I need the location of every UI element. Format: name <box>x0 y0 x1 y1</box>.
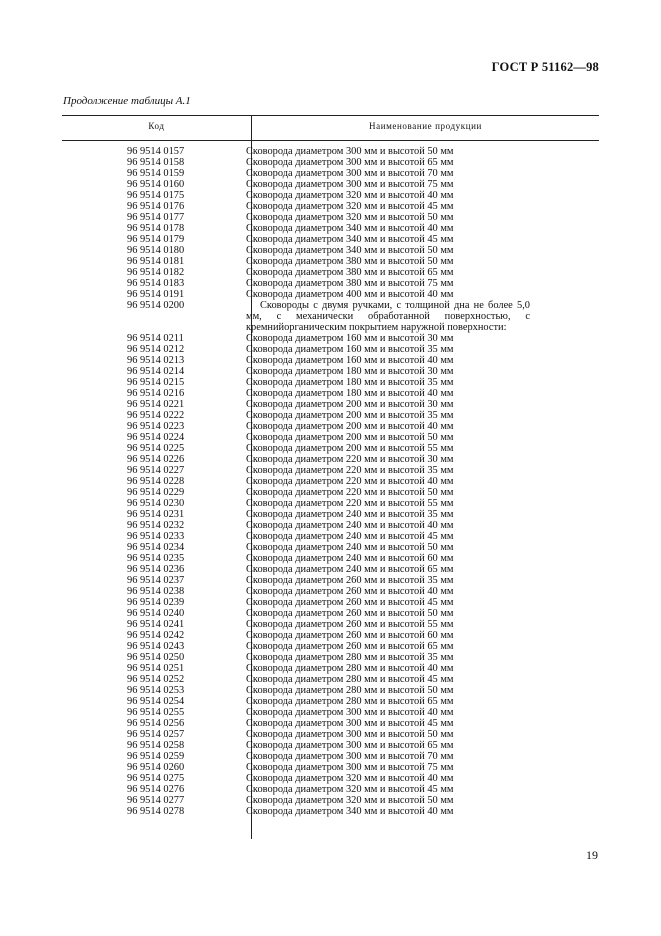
document-header: ГОСТ Р 51162—98 <box>491 60 599 74</box>
table-row <box>62 773 599 784</box>
product-name: Сковорода диаметром 200 мм и высотой 35 мм <box>246 410 454 421</box>
product-code: 96 9514 0238 <box>127 586 185 597</box>
product-name: Сковорода диаметром 240 мм и высотой 35 мм <box>246 509 454 520</box>
product-name: Сковорода диаметром 280 мм и высотой 65 мм <box>246 696 454 707</box>
product-code: 96 9514 0181 <box>127 256 185 267</box>
table-row <box>62 366 599 377</box>
product-name: Сковорода диаметром 320 мм и высотой 50 мм <box>246 212 454 223</box>
table-row <box>62 190 599 201</box>
product-code: 96 9514 0229 <box>127 487 185 498</box>
product-name: Сковорода диаметром 280 мм и высотой 40 мм <box>246 663 454 674</box>
table-row <box>62 608 599 619</box>
product-code: 96 9514 0211 <box>127 333 184 344</box>
table-row <box>62 201 599 212</box>
table-row <box>62 498 599 509</box>
product-name: Сковорода диаметром 300 мм и высотой 50 мм <box>246 146 454 157</box>
table-row <box>62 619 599 630</box>
product-code: 96 9514 0250 <box>127 652 185 663</box>
product-code: 96 9514 0176 <box>127 201 185 212</box>
table-row <box>62 212 599 223</box>
product-code: 96 9514 0223 <box>127 421 185 432</box>
table-row <box>62 443 599 454</box>
product-code: 96 9514 0233 <box>127 531 185 542</box>
product-code: 96 9514 0253 <box>127 685 185 696</box>
table-row <box>62 168 599 179</box>
product-name: Сковорода диаметром 300 мм и высотой 45 мм <box>246 718 454 729</box>
product-code: 96 9514 0275 <box>127 773 185 784</box>
product-name: Сковорода диаметром 220 мм и высотой 50 мм <box>246 487 454 498</box>
product-code: 96 9514 0237 <box>127 575 185 586</box>
table-row <box>62 795 599 806</box>
product-name: Сковорода диаметром 180 мм и высотой 35 мм <box>246 377 454 388</box>
product-name: Сковорода диаметром 260 мм и высотой 35 мм <box>246 575 454 586</box>
product-code: 96 9514 0278 <box>127 806 185 817</box>
table-row <box>62 333 599 344</box>
table-caption: Продолжение таблицы А.1 <box>63 95 191 107</box>
table-row <box>62 652 599 663</box>
product-name: Сковорода диаметром 400 мм и высотой 40 мм <box>246 289 454 300</box>
table-row <box>62 421 599 432</box>
table-row <box>62 487 599 498</box>
table-body <box>62 146 599 817</box>
product-name: Сковорода диаметром 320 мм и высотой 45 мм <box>246 201 454 212</box>
product-code: 96 9514 0258 <box>127 740 185 751</box>
product-name: Сковорода диаметром 300 мм и высотой 75 мм <box>246 762 454 773</box>
product-code: 96 9514 0241 <box>127 619 185 630</box>
product-code: 96 9514 0242 <box>127 630 185 641</box>
product-code: 96 9514 0251 <box>127 663 185 674</box>
table-row <box>62 806 599 817</box>
product-code: 96 9514 0226 <box>127 454 185 465</box>
product-name: Сковорода диаметром 240 мм и высотой 45 мм <box>246 531 454 542</box>
product-name: Сковорода диаметром 340 мм и высотой 45 мм <box>246 234 454 245</box>
table-row <box>62 157 599 168</box>
product-name: Сковорода диаметром 160 мм и высотой 35 мм <box>246 344 454 355</box>
product-name: Сковорода диаметром 320 мм и высотой 50 мм <box>246 795 454 806</box>
table-row <box>62 355 599 366</box>
column-header-code: Код <box>148 121 165 131</box>
product-code: 96 9514 0179 <box>127 234 185 245</box>
product-name: Сковорода диаметром 280 мм и высотой 35 мм <box>246 652 454 663</box>
table-row <box>62 630 599 641</box>
table-row <box>62 531 599 542</box>
table-row <box>62 476 599 487</box>
product-name: Сковорода диаметром 200 мм и высотой 50 мм <box>246 432 454 443</box>
table-row <box>62 740 599 751</box>
product-name: Сковорода диаметром 300 мм и высотой 70 мм <box>246 168 454 179</box>
product-name: Сковорода диаметром 300 мм и высотой 65 мм <box>246 157 454 168</box>
product-name: Сковорода диаметром 320 мм и высотой 45 мм <box>246 784 454 795</box>
product-code: 96 9514 0230 <box>127 498 185 509</box>
table-row <box>62 597 599 608</box>
table-row <box>62 234 599 245</box>
product-code: 96 9514 0256 <box>127 718 185 729</box>
product-code: 96 9514 0213 <box>127 355 185 366</box>
table-row <box>62 179 599 190</box>
table-top-rule <box>62 115 599 116</box>
table-row <box>62 454 599 465</box>
product-name: Сковорода диаметром 200 мм и высотой 30 мм <box>246 399 454 410</box>
product-name: Сковорода диаметром 280 мм и высотой 45 мм <box>246 674 454 685</box>
table-row <box>62 564 599 575</box>
product-code: 96 9514 0200 <box>127 300 185 311</box>
product-name: Сковорода диаметром 240 мм и высотой 40 мм <box>246 520 454 531</box>
product-name: Сковорода диаметром 380 мм и высотой 65 мм <box>246 267 454 278</box>
table-row <box>62 256 599 267</box>
table-row <box>62 223 599 234</box>
table-row <box>62 509 599 520</box>
product-code: 96 9514 0222 <box>127 410 185 421</box>
product-name: Сковорода диаметром 260 мм и высотой 45 мм <box>246 597 454 608</box>
product-code: 96 9514 0227 <box>127 465 185 476</box>
table-row <box>62 289 599 300</box>
product-code: 96 9514 0260 <box>127 762 185 773</box>
product-code: 96 9514 0216 <box>127 388 185 399</box>
product-name: Сковорода диаметром 240 мм и высотой 65 мм <box>246 564 454 575</box>
product-code: 96 9514 0160 <box>127 179 185 190</box>
product-name: Сковорода диаметром 240 мм и высотой 60 мм <box>246 553 454 564</box>
product-name: Сковорода диаметром 320 мм и высотой 40 мм <box>246 773 454 784</box>
product-name: Сковорода диаметром 260 мм и высотой 65 мм <box>246 641 454 652</box>
product-code: 96 9514 0183 <box>127 278 185 289</box>
product-code: 96 9514 0191 <box>127 289 185 300</box>
product-code: 96 9514 0157 <box>127 146 185 157</box>
product-code: 96 9514 0159 <box>127 168 185 179</box>
table-row <box>62 707 599 718</box>
product-code: 96 9514 0235 <box>127 553 185 564</box>
product-code: 96 9514 0257 <box>127 729 185 740</box>
product-code: 96 9514 0225 <box>127 443 185 454</box>
product-code: 96 9514 0276 <box>127 784 185 795</box>
product-code: 96 9514 0252 <box>127 674 185 685</box>
product-code: 96 9514 0221 <box>127 399 185 410</box>
product-code: 96 9514 0234 <box>127 542 185 553</box>
product-name: Сковорода диаметром 340 мм и высотой 40 мм <box>246 806 454 817</box>
product-name: Сковорода диаметром 200 мм и высотой 40 мм <box>246 421 454 432</box>
product-name: Сковорода диаметром 300 мм и высотой 65 мм <box>246 740 454 751</box>
table-row <box>62 465 599 476</box>
table-row <box>62 751 599 762</box>
product-name: Сковорода диаметром 300 мм и высотой 70 мм <box>246 751 454 762</box>
table-row <box>62 729 599 740</box>
table-row <box>62 762 599 773</box>
table-row <box>62 146 599 157</box>
table-row <box>62 542 599 553</box>
product-code: 96 9514 0239 <box>127 597 185 608</box>
product-name: Сковорода диаметром 220 мм и высотой 30 мм <box>246 454 454 465</box>
product-name: Сковорода диаметром 340 мм и высотой 50 мм <box>246 245 454 256</box>
table-row <box>62 388 599 399</box>
product-name: Сковорода диаметром 260 мм и высотой 40 мм <box>246 586 454 597</box>
product-name: Сковорода диаметром 260 мм и высотой 50 мм <box>246 608 454 619</box>
product-code: 96 9514 0243 <box>127 641 185 652</box>
table-row <box>62 553 599 564</box>
product-name: Сковорода диаметром 180 мм и высотой 30 мм <box>246 366 454 377</box>
product-code: 96 9514 0180 <box>127 245 185 256</box>
product-name: Сковорода диаметром 240 мм и высотой 50 мм <box>246 542 454 553</box>
product-code: 96 9514 0236 <box>127 564 185 575</box>
product-name: Сковорода диаметром 300 мм и высотой 50 мм <box>246 729 454 740</box>
product-code: 96 9514 0254 <box>127 696 185 707</box>
table-row <box>62 586 599 597</box>
product-name: Сковорода диаметром 200 мм и высотой 55 мм <box>246 443 454 454</box>
table-row <box>62 377 599 388</box>
product-name: Сковорода диаметром 160 мм и высотой 30 мм <box>246 333 454 344</box>
table-row <box>62 432 599 443</box>
product-code: 96 9514 0214 <box>127 366 185 377</box>
product-name: Сковорода диаметром 180 мм и высотой 40 мм <box>246 388 454 399</box>
table-row <box>62 520 599 531</box>
product-code: 96 9514 0232 <box>127 520 185 531</box>
product-code: 96 9514 0178 <box>127 223 185 234</box>
table-row <box>62 696 599 707</box>
product-name: Сковорода диаметром 380 мм и высотой 50 мм <box>246 256 454 267</box>
product-name: Сковорода диаметром 220 мм и высотой 40 мм <box>246 476 454 487</box>
product-code: 96 9514 0215 <box>127 377 185 388</box>
product-name: Сковорода диаметром 300 мм и высотой 40 мм <box>246 707 454 718</box>
product-code: 96 9514 0177 <box>127 212 185 223</box>
product-name: Сковорода диаметром 380 мм и высотой 75 мм <box>246 278 454 289</box>
table-row <box>62 245 599 256</box>
page-number: 19 <box>586 848 598 862</box>
product-name: Сковорода диаметром 280 мм и высотой 50 мм <box>246 685 454 696</box>
product-group-description: Сковороды с двумя ручками, с толщиной дна не более 5,0 мм, с механически обработанной поверхностью, с кремнийорганическим покрытием наружной поверхности: <box>246 300 530 333</box>
column-header-name: Наименование продукции <box>369 121 482 131</box>
product-code: 96 9514 0240 <box>127 608 185 619</box>
product-code: 96 9514 0231 <box>127 509 185 520</box>
product-name: Сковорода диаметром 220 мм и высотой 35 мм <box>246 465 454 476</box>
product-code: 96 9514 0224 <box>127 432 185 443</box>
product-code: 96 9514 0255 <box>127 707 185 718</box>
table-row <box>62 641 599 652</box>
product-name: Сковорода диаметром 340 мм и высотой 40 мм <box>246 223 454 234</box>
table-row <box>62 784 599 795</box>
product-code: 96 9514 0277 <box>127 795 185 806</box>
product-name: Сковорода диаметром 260 мм и высотой 60 мм <box>246 630 454 641</box>
product-name: Сковорода диаметром 300 мм и высотой 75 мм <box>246 179 454 190</box>
product-name: Сковорода диаметром 320 мм и высотой 40 мм <box>246 190 454 201</box>
table-row <box>62 344 599 355</box>
table-header-rule <box>62 140 599 141</box>
product-code: 96 9514 0228 <box>127 476 185 487</box>
table-row <box>62 410 599 421</box>
table-row <box>62 300 599 333</box>
table-row <box>62 399 599 410</box>
product-code: 96 9514 0175 <box>127 190 185 201</box>
product-name: Сковорода диаметром 260 мм и высотой 55 мм <box>246 619 454 630</box>
product-code: 96 9514 0158 <box>127 157 185 168</box>
table-row <box>62 278 599 289</box>
product-name: Сковорода диаметром 160 мм и высотой 40 мм <box>246 355 454 366</box>
product-name: Сковорода диаметром 220 мм и высотой 55 мм <box>246 498 454 509</box>
product-code: 96 9514 0259 <box>127 751 185 762</box>
table-row <box>62 685 599 696</box>
product-code: 96 9514 0182 <box>127 267 185 278</box>
product-code: 96 9514 0212 <box>127 344 185 355</box>
table-row <box>62 575 599 586</box>
table-row <box>62 718 599 729</box>
table-row <box>62 674 599 685</box>
table-row <box>62 267 599 278</box>
table-row <box>62 663 599 674</box>
